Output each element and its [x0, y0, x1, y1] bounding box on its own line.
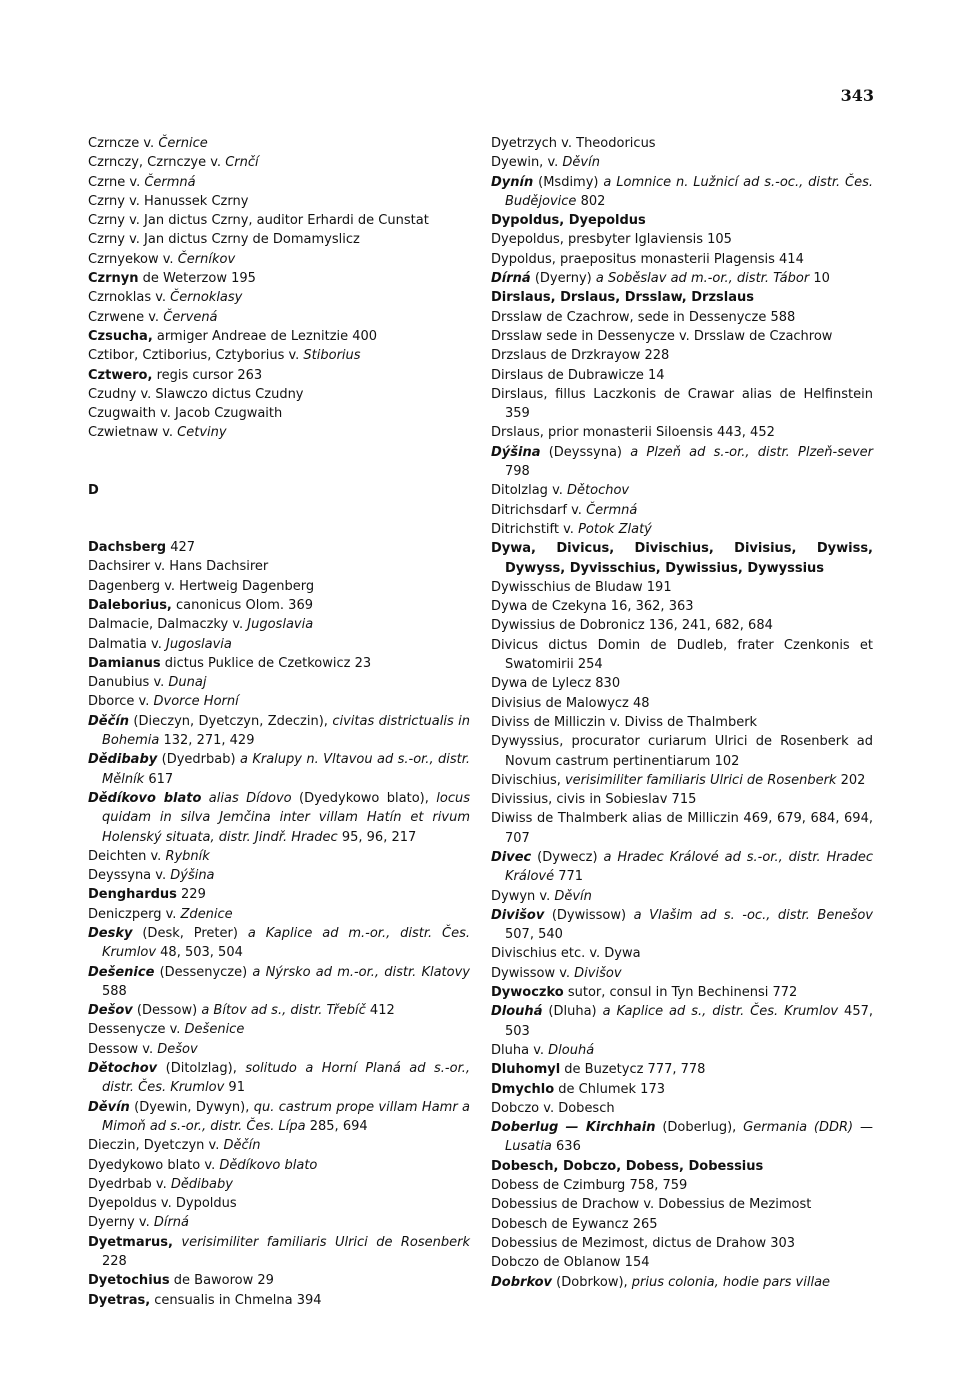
entry-text: Dětochov [567, 483, 630, 499]
index-entry [491, 1041, 873, 1060]
index-entry [491, 288, 873, 307]
entry-text: Damianus [88, 655, 161, 671]
entry-text: (Dyewin, Dywyn), [129, 1099, 254, 1115]
entry-text: a Vlašim ad s. -oc., distr. Benešov [633, 907, 873, 923]
entry-text: 798 [505, 464, 530, 480]
entry-text: civitas districtualis in Bohemia [102, 713, 470, 749]
entry-text: Deniczperg v. [88, 906, 181, 922]
entry-text: prius colonia, hodie pars villae [631, 1274, 831, 1290]
entry-text: (Dobrkow), [552, 1274, 632, 1290]
entry-text: Divicus dictus Domin de Dudleb, frater Czenkonis et Swatomirii 254 [491, 637, 873, 673]
entry-text: verisimiliter familiaris Ulrici de Rosenberk [564, 772, 837, 788]
section-letter: D [88, 482, 99, 498]
index-entry [88, 654, 470, 673]
entry-text: (Dyedrbab) [157, 752, 240, 768]
index-entry [491, 1099, 873, 1118]
index-entry [491, 308, 873, 327]
index-entry [491, 230, 873, 249]
entry-text: Czwietnaw v. [88, 425, 178, 441]
index-entry [88, 366, 470, 385]
entry-text: Drsslaw sede in Dessenycze v. Drsslaw de Czachrow [491, 328, 833, 344]
index-entry [491, 1118, 873, 1157]
index-entry [88, 924, 470, 963]
spacer [88, 500, 470, 538]
entry-text: 48, 503, 504 [156, 945, 243, 961]
index-entry [491, 153, 873, 172]
entry-text: Dešov [157, 1041, 198, 1057]
index-entry [88, 692, 470, 711]
index-entry [491, 713, 873, 732]
entry-text: Dědibaby [88, 752, 158, 768]
index-entry [491, 520, 873, 539]
entry-text: (Doberlug), [655, 1120, 744, 1136]
entry-text: Dluha v. [491, 1042, 549, 1058]
index-entry [88, 1098, 470, 1137]
index-entry [88, 615, 470, 634]
index-entry [88, 1271, 470, 1290]
index-entry [88, 346, 470, 365]
entry-text: Ditolzlag v. [491, 483, 568, 499]
entry-text: Dywa de Lylecz 830 [491, 676, 621, 692]
index-entry [491, 1253, 873, 1272]
index-entry [491, 250, 873, 269]
entry-text: Divišov [491, 907, 545, 923]
index-entry [88, 173, 470, 192]
entry-text: 412 [365, 1003, 395, 1019]
entry-text: Černoklasy [170, 290, 243, 306]
entry-text: de Weterzow 195 [138, 271, 256, 287]
index-entry [491, 1215, 873, 1234]
index-entry [491, 1176, 873, 1195]
entry-text: Dlouhá [491, 1004, 543, 1020]
entry-text: 802 [576, 193, 606, 209]
index-entry [491, 443, 873, 482]
entry-text: Dachsirer v. Hans Dachsirer [88, 559, 269, 575]
entry-text: a Nýrsko ad m.-or., distr. Klatovy [252, 964, 470, 980]
index-entry [88, 1001, 470, 1020]
entry-text: Czrny v. Hanussek Czrny [88, 193, 249, 209]
index-entry [491, 983, 873, 1002]
index-entry [491, 597, 873, 616]
entry-text: Dyetras, [88, 1292, 151, 1308]
index-entry [491, 173, 873, 212]
entry-text: 457, 503 [505, 1004, 873, 1039]
entry-text: (Dywissow) [544, 907, 634, 923]
entry-text: Dírná [491, 271, 531, 287]
entry-text: Dlouhá [548, 1042, 595, 1058]
index-entry [491, 732, 873, 771]
entry-text: Rybník [165, 848, 210, 864]
entry-text: Dětochov [88, 1061, 158, 1077]
entry-text: Dědíkovo blato [88, 790, 202, 806]
index-entry [88, 134, 470, 153]
index-entry [88, 963, 470, 1002]
entry-text: (Dyerny) [530, 271, 596, 287]
entry-text: Divischius, [491, 772, 565, 788]
entry-text: 228 [102, 1254, 127, 1270]
entry-text: Dywoczko [491, 985, 564, 1001]
index-entry [491, 1273, 873, 1292]
entry-text: 636 [551, 1139, 581, 1155]
entry-text: Czsucha, [88, 328, 153, 344]
index-entry [491, 964, 873, 983]
index-entry [88, 1233, 470, 1272]
entry-text: (Dywecz) [531, 849, 604, 865]
entry-text: 507, 540 [505, 927, 563, 943]
index-entry [88, 1136, 470, 1155]
entry-text: Dvorce Horní [153, 694, 239, 710]
index-entry [88, 269, 470, 288]
entry-text: Cztwero, [88, 367, 153, 383]
index-entry [88, 885, 470, 904]
entry-text: Czrnyekow v. [88, 251, 178, 267]
index-entry [88, 1156, 470, 1175]
entry-text: (Desk, Preter) [132, 925, 248, 941]
index-entry [491, 674, 873, 693]
entry-text: Dywyn v. [491, 888, 555, 904]
index-entry [88, 423, 470, 442]
entry-text: Dyepoldus, presbyter Iglaviensis 105 [491, 232, 732, 248]
entry-text: solitudo a Horní Planá ad s.-or., distr. Čes. Krumlov [102, 1061, 470, 1096]
index-entry [491, 1157, 873, 1176]
index-entry [88, 1175, 470, 1194]
index-entry [88, 866, 470, 885]
index-entry [88, 557, 470, 576]
index-entry [88, 327, 470, 346]
entry-text: Ditrichstift v. [491, 521, 579, 537]
entry-text: Dalmatia v. [88, 636, 166, 652]
index-entry [88, 596, 470, 615]
entry-text: Černice [158, 136, 208, 151]
spacer [88, 443, 470, 481]
entry-text: Divišov [574, 965, 622, 981]
index-entry [491, 269, 873, 288]
entry-text: Daleborius, [88, 597, 172, 613]
entry-text: 91 [224, 1080, 245, 1096]
entry-text: Dessenycze v. [88, 1022, 185, 1038]
entry-text: (Dluha) [542, 1004, 603, 1020]
index-entry [491, 501, 873, 520]
entry-text: Drzslaus de Drzkrayow 228 [491, 348, 670, 364]
index-entry [88, 1194, 470, 1213]
entry-text: Dborce v. [88, 694, 154, 710]
index-entry [491, 481, 873, 500]
entry-text: qu. castrum prope villam Hamr a Mimoň ad s.-or., distr. Čes. Lípa [102, 1099, 470, 1134]
entry-text: (Msdimy) [533, 174, 604, 190]
entry-text: Dyedykowo blato v. [88, 1157, 220, 1173]
entry-text: a Plzeň ad s.-or., distr. Plzeň-sever [630, 444, 873, 460]
entry-text: Dýšina [170, 868, 215, 884]
index-entry [88, 1213, 470, 1232]
entry-text: 202 [836, 772, 866, 788]
entry-text: Divec [491, 849, 532, 865]
entry-text: a Kralupy n. Vltavou ad s.-or., distr. Mělník [102, 752, 470, 787]
index-entry [88, 404, 470, 423]
index-entry [491, 809, 873, 848]
entry-text: de Buzetycz 777, 778 [560, 1062, 706, 1078]
entry-text: 95, 96, 217 [337, 829, 417, 845]
entry-text: armiger Andreae de Leznitzie 400 [152, 328, 378, 344]
index-entry [88, 905, 470, 924]
index-entry [88, 153, 470, 172]
entry-text: Dirslaus, Drslaus, Drsslaw, Drzslaus [491, 290, 754, 306]
index-entry [491, 366, 873, 385]
entry-text: a Bítov ad s., distr. Třebíč [201, 1003, 366, 1019]
entry-text: Czrnoklas v. [88, 290, 171, 306]
entry-text: a Hradec Králové ad s.-or., distr. Hradec Králové [505, 849, 873, 885]
entry-text: Dynín [491, 174, 534, 190]
entry-text: Doberlug — Kirchhain [491, 1120, 656, 1136]
entry-text: Diviss de Milliczin v. Diviss de Thalmberk [491, 714, 758, 730]
entry-text: Czugwaith v. Jacob Czugwaith [88, 406, 283, 422]
entry-text: Dagenberg v. Hertweig Dagenberg [88, 578, 315, 594]
entry-text: Dirslaus de Dubrawicze 14 [491, 367, 665, 383]
entry-text: Dywyssius, procurator curiarum Ulrici de Rosenberk ad Novum castrum pertinentiarum 102 [491, 734, 873, 769]
index-entry [88, 635, 470, 654]
index-entry [88, 789, 470, 847]
index-entry [491, 134, 873, 153]
entry-text: a Soběslav ad m.-or., distr. Tábor [595, 271, 810, 287]
entry-text: Deichten v. [88, 848, 166, 864]
index-entry [491, 636, 873, 675]
entry-text: Drsslaw de Czachrow, sede in Dessenycze 588 [491, 309, 796, 325]
entry-text: 771 [554, 869, 584, 885]
index-entry [88, 1040, 470, 1059]
entry-text: Denghardus [88, 887, 177, 903]
entry-text: Divisius de Malowycz 48 [491, 695, 650, 711]
entry-text: Danubius v. [88, 675, 169, 691]
index-entry [491, 211, 873, 230]
entry-text: Děvín [554, 888, 592, 904]
entry-text: verisimiliter familiaris Ulrici de Rosenberk [181, 1234, 470, 1250]
entry-text: Dluhomyl [491, 1062, 561, 1078]
entry-text: Dýšina [491, 444, 541, 460]
entry-text: Desky [88, 925, 133, 941]
entry-text: Czrny v. Jan dictus Czrny, auditor Erhardi de Cunstat [88, 213, 429, 229]
entry-text: Dešenice [184, 1022, 245, 1038]
entry-text: (Deyssyna) [540, 444, 631, 460]
index-entry [491, 944, 873, 963]
index-entry [88, 712, 470, 751]
entry-text: Dobess de Czimburg 758, 759 [491, 1178, 688, 1194]
entry-text: a Kaplice ad s., distr. Čes. Krumlov [602, 1004, 839, 1020]
entry-text: Dypoldus, praepositus monasterii Plagensis 414 [491, 251, 804, 267]
entry-text: 132, 271, 429 [159, 733, 255, 749]
entry-text: Jugoslavia [165, 636, 232, 652]
index-entry [88, 385, 470, 404]
entry-text: Dypoldus, Dyepoldus [491, 213, 646, 229]
entry-text: 588 [102, 983, 127, 999]
right-column [491, 134, 873, 1292]
index-entry [491, 906, 873, 945]
index-entry [88, 230, 470, 249]
entry-text: Dědíkovo blato [219, 1157, 318, 1173]
entry-text: Zdenice [180, 906, 233, 922]
entry-text: Dobesch, Dobczo, Dobess, Dobessius [491, 1158, 764, 1174]
entry-text: Dirslaus, fillus Laczkonis de Crawar alias de Helfinstein 359 [491, 386, 873, 422]
entry-text: Dywisschius de Bludaw 191 [491, 579, 672, 595]
index-entry [491, 848, 873, 887]
entry-text: Czrncze v. [88, 136, 159, 151]
entry-text: Dyewin, v. [491, 155, 563, 171]
entry-text: Černíkov [177, 251, 236, 267]
entry-text: Dywissius de Dobronicz 136, 241, 682, 684 [491, 618, 773, 634]
index-entry [491, 327, 873, 346]
index-entry [491, 1060, 873, 1079]
entry-text: 617 [144, 771, 174, 787]
index-entry [88, 673, 470, 692]
entry-text: 229 [176, 887, 206, 903]
entry-text: Dalmacie, Dalmaczky v. [88, 617, 248, 633]
entry-text: Děvín [88, 1099, 130, 1115]
entry-text: locus quidam in silva Jemčina inter villam Hatín et rivum Holenský situata, distr. Jindř. Hradec [102, 790, 471, 845]
entry-text: Czudny v. Slawczo dictus Czudny [88, 386, 304, 402]
entry-text: (Dessow) [132, 1003, 202, 1019]
index-entry [491, 539, 873, 578]
index-entry [88, 1020, 470, 1039]
entry-text: dictus Puklice de Czetkowicz 23 [160, 655, 372, 671]
index-entry [491, 1195, 873, 1214]
index-entry [491, 616, 873, 635]
entry-text: Drslaus, prior monasterii Siloensis 443, 452 [491, 425, 775, 441]
entry-text: Dobczo v. Dobesch [491, 1100, 615, 1116]
entry-text: a Kaplice ad m.-or., distr. Čes. Krumlov [102, 925, 470, 961]
entry-text: Dobessius de Mezimost, dictus de Drahow 303 [491, 1235, 796, 1251]
entry-text: (Ditolzlag), [157, 1061, 246, 1077]
entry-text: Czrne v. [88, 174, 145, 190]
entry-text: Diwiss de Thalmberk alias de Milliczin 469, 679, 684, 694, 707 [491, 811, 873, 846]
entry-text: Dieczin, Dyetczyn v. [88, 1138, 224, 1154]
entry-text: Děčín [223, 1138, 261, 1154]
entry-text: Cetviny [177, 425, 227, 441]
index-entry [491, 790, 873, 809]
entry-text: (Dyedykowo blato), [291, 790, 437, 806]
entry-text: Dědibaby [170, 1176, 233, 1192]
entry-text: Cztibor, Cztiborius, Cztyborius v. [88, 348, 304, 364]
index-entry [491, 578, 873, 597]
page-number: 343 [840, 86, 874, 105]
entry-text: censualis in Chmelna 394 [150, 1292, 322, 1308]
index-entry [491, 887, 873, 906]
entry-text: Dyedrbab v. [88, 1176, 171, 1192]
entry-text: Potok Zlatý [578, 521, 652, 537]
entry-text: Děvín [562, 155, 600, 171]
entry-text: de Baworow 29 [169, 1273, 274, 1289]
entry-text: Dobrkov [491, 1274, 553, 1290]
entry-text: Stiborius [303, 348, 361, 364]
index-entry [88, 288, 470, 307]
entry-text: Dessow v. [88, 1041, 158, 1057]
entry-text: Deyssyna v. [88, 868, 171, 884]
index-entry [88, 1291, 470, 1310]
index-entry [88, 250, 470, 269]
entry-text: Czrwene v. [88, 309, 164, 325]
entry-text: alias Dídovo [208, 790, 292, 806]
entry-text: Dobczo de Oblanow 154 [491, 1255, 650, 1271]
index-entry [88, 847, 470, 866]
index-entry [88, 538, 470, 557]
index-entry [491, 694, 873, 713]
entry-text: Dyetmarus, [88, 1234, 173, 1250]
entry-text [201, 791, 208, 806]
entry-text: sutor, consul in Tyn Bechinensi 772 [563, 985, 798, 1001]
entry-text: Dywissow v. [491, 965, 575, 981]
index-entry [88, 750, 470, 789]
entry-text: Crnčí [225, 155, 259, 171]
index-entry [88, 308, 470, 327]
entry-text: Dunaj [168, 675, 207, 691]
entry-text: Germania (DDR) — Lusatia [505, 1120, 873, 1155]
entry-text: de Chlumek 173 [554, 1081, 665, 1097]
entry-text: Divissius, civis in Sobieslav 715 [491, 792, 697, 808]
entry-text: Ditrichsdarf v. [491, 502, 587, 518]
entry-text: Dobesch de Eywancz 265 [491, 1216, 658, 1232]
entry-text: Czrny v. Jan dictus Czrny de Domamyslicz [88, 232, 360, 248]
entry-text: Dachsberg [88, 540, 167, 556]
index-entry [491, 1080, 873, 1099]
entry-text: Jugoslavia [247, 617, 314, 633]
entry-text: 427 [166, 540, 196, 556]
entry-text: Dešenice [88, 964, 155, 980]
entry-text: Dyetochius [88, 1273, 170, 1289]
entry-text: Dyetrzych v. Theodoricus [491, 136, 656, 151]
entry-text: (Dessenycze) [154, 964, 253, 980]
entry-text: Divischius etc. v. Dywa [491, 946, 641, 962]
entry-text: Czrnczy, Czrnczye v. [88, 155, 226, 171]
entry-text: Dírná [153, 1215, 190, 1231]
entry-text: Dyepoldus v. Dypoldus [88, 1196, 237, 1212]
entry-text: Dyerny v. [88, 1215, 154, 1231]
entry-text: 10 [809, 271, 830, 287]
index-entry [491, 385, 873, 424]
entry-text: Dmychlo [491, 1081, 555, 1097]
index-entry [491, 346, 873, 365]
entry-text: Dešov [88, 1003, 133, 1019]
entry-text: Dywa de Czekyna 16, 362, 363 [491, 599, 694, 615]
entry-text: Čermná [144, 174, 196, 190]
index-entry [491, 423, 873, 442]
index-entry [88, 577, 470, 596]
entry-text: Děčín [88, 713, 130, 729]
left-column [88, 134, 470, 1310]
entry-text: Červená [163, 309, 218, 325]
entry-text: (Dieczyn, Dyetczyn, Zdeczin), [129, 713, 333, 729]
entry-text: Czrnyn [88, 271, 139, 287]
entry-text: Čermná [586, 502, 638, 518]
index-entry [88, 211, 470, 230]
index-entry [88, 1059, 470, 1098]
entry-text: a Lomnice n. Lužnicí ad s.-oc., distr. Čes. Budějovice [505, 174, 874, 209]
entry-text: Dywa, Divicus, Divischius, Divisius, Dywiss, Dywyss, Dyvisschius, Dywissius, Dywyssius [491, 541, 873, 576]
index-entry [88, 192, 470, 211]
index-entry [491, 1234, 873, 1253]
entry-text: canonicus Olom. 369 [171, 597, 313, 613]
entry-text: regis cursor 263 [152, 367, 263, 383]
index-entry [491, 771, 873, 790]
entry-text: 285, 694 [305, 1118, 368, 1134]
index-entry [491, 1002, 873, 1041]
entry-text: Dobessius de Drachow v. Dobessius de Mezimost [491, 1197, 812, 1213]
